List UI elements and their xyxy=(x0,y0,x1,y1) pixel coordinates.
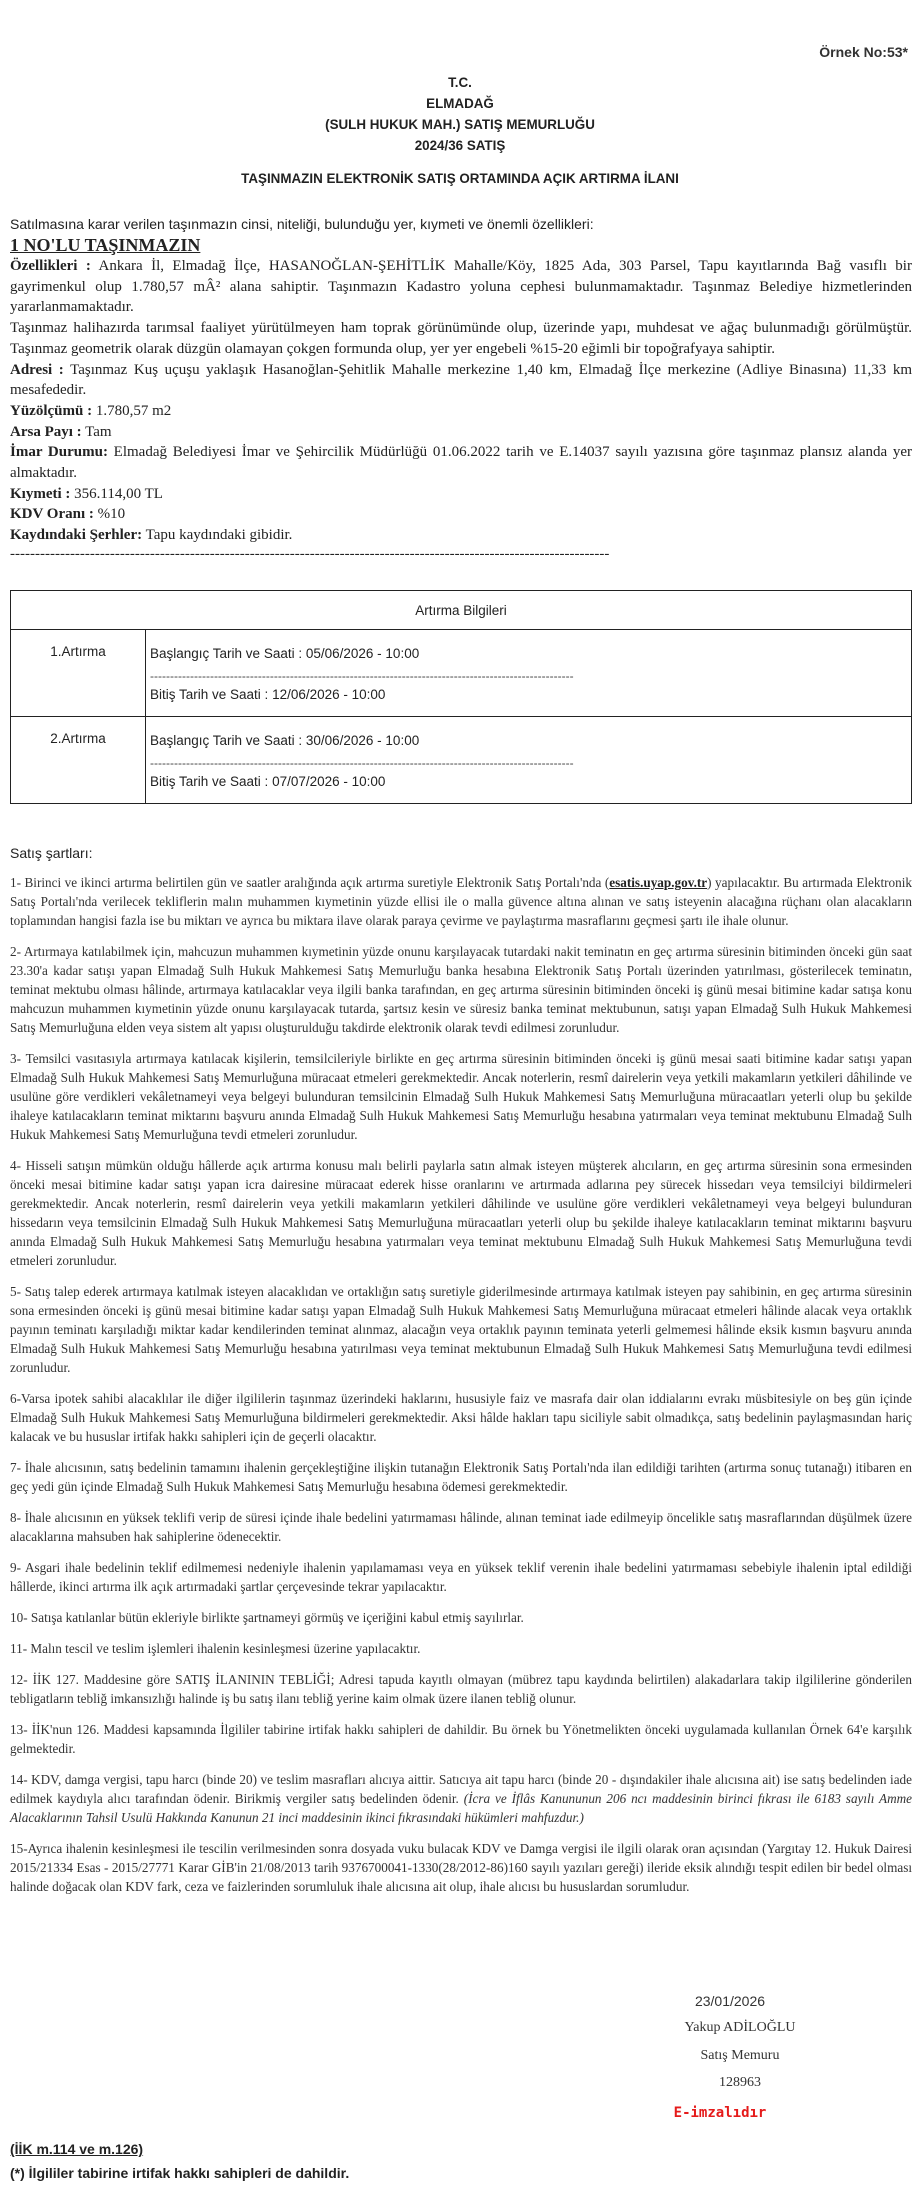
document-header xyxy=(0,72,920,189)
esatis-link[interactable]: esatis.uyap.gov.tr xyxy=(609,875,708,890)
term-6: 6-Varsa ipotek sahibi alacaklılar ile diğer ilgililerin taşınmaz üzerindeki haklarını, hususiyle faiz ve masrafa dair olan iddialarını evrakı müsbitesiyle on beş gün içinde Elmadağ Sulh Hukuk Mahkemesi Satış Memurluğuna bildirmeleri gerekmektedir. Aksi hâlde hakları tapu siciliyle sabit olmadıkça, satış bedelinin paylaşmasından hariç kalacak ve bu hususlar irtifak hakkı sahipleri için de geçerli olacaktır. xyxy=(10,1391,912,1444)
value-label: Kıymeti : xyxy=(10,485,71,502)
signer-number: 128963 xyxy=(719,2075,761,2090)
term-9: 9- Asgari ihale bedelinin teklif edilmemesi nedeniyle ihalenin yapılamaması veya en yüksek teklif verenin ihale bedelini yatırmaması sebebiyle ihalenin iptal edildiği hâllerde, ikinci artırma ilk açık artırmadaki şartlar çerçevesinde tekrar yapılacaktır. xyxy=(10,1560,912,1594)
area-value: 1.780,57 m2 xyxy=(95,402,172,419)
auction-row xyxy=(11,630,912,717)
footnote-stakeholders: (*) İlgililer tabirine irtifak hakkı sahipleri de dahildir. xyxy=(10,2165,350,2181)
auction-info-table xyxy=(10,590,912,804)
term-2: 2- Artırmaya katılabilmek için, mahcuzun muhammen kıymetinin yüzde onunu karşılayacak tutardaki nakit teminatın en geç artırma süresinin bitiminden önceki gün saat 23.30'a kadar satışı yapan Elmadağ Sulh Hukuk Mahkemesi Satış Memurluğu banka hesabına Elektronik Satış Portalı üzerinden yatırılması, gösterilecek teminatın, teminat mektubu olması hâlinde, artırmaya katılacaklar veya ilgili banka tarafından, en geç artırma süresinin bitiminden önceki iş günü mesai bitimine kadar satışa konu mahcuzun muhammen kıymetinin yüzde onunu karşılayacak tutarda, şartsız kesin ve süresiz banka teminat mektubunun, satışı yapan Elmadağ Sulh Hukuk Mahkemesi Satış Memurluğuna elden veya sistem alt yapısı oluşturulduğu takdirde elektronik olarak tevdi edilmesi zorunludur. xyxy=(10,944,912,1035)
ornek-number: Örnek No:53* xyxy=(819,44,908,60)
annotations-label: Kaydındaki Şerhler: xyxy=(10,527,143,544)
auction-row xyxy=(11,717,912,804)
date-separator: ---------------------------------------------------------------------------------------------------------- xyxy=(150,671,574,681)
zoning-label: İmar Durumu: xyxy=(10,444,108,461)
value-amount: 356.114,00 TL xyxy=(74,485,163,502)
property-value xyxy=(10,484,912,505)
auction-dates xyxy=(146,630,912,717)
e-signature-stamp: E-imzalıdır xyxy=(673,2105,767,2121)
start-datetime xyxy=(150,733,911,748)
auction-dates xyxy=(146,717,912,804)
document-title: TAŞINMAZIN ELEKTRONİK SATIŞ ORTAMINDA AÇIK ARTIRMA İLANI xyxy=(241,171,679,186)
terms-title: Satış şartları: xyxy=(10,845,93,861)
term-10: 10- Satışa katılanlar bütün ekleriyle birlikte şartnameyi görmüş ve içeriğini kabul etmiş sayılırlar. xyxy=(10,1610,524,1625)
term-1 xyxy=(10,873,912,930)
property-address xyxy=(10,360,912,401)
end-value: 07/07/2026 - 10:00 xyxy=(272,774,386,789)
address-value: Taşınmaz Kuş uçuşu yaklaşık Hasanoğlan-Şehitlik Mahalle merkezine 1,40 km, Elmadağ İlçe merkezine (Adliye Binasına) 11,33 km mesafededir. xyxy=(10,361,912,399)
auction-table-header: Artırma Bilgileri xyxy=(11,591,912,630)
term-1-text: 1- Birinci ve ikinci artırma belirtilen gün ve saatler aralığında açık artırma suretiyle Elektronik Satış Portalı'nda ( xyxy=(10,875,610,890)
share-label: Arsa Payı : xyxy=(10,423,82,440)
property-section-title: 1 NO'LU TAŞINMAZIN xyxy=(10,235,201,255)
term-15: 15-Ayrıca ihalenin kesinleşmesi ile tescilin verilmesinden sonra dosyada vuku bulacak KDV ve Damga vergisi ile ilgili olarak oran açısından (Yargıtay 12. Hukuk Dairesi 2015/21334 Esas - 2015/27771 Karar GİB'in 21/08/2013 tarih 9376700041-1330(28/2012-86)160 sayılı yazıları gereği) ileride eksik alındığı tespit edilen bir bedel olması halinde doğacak olan KDV fark, ceza ve faizlerinden sorumluluk ihale alıcısına ait olup, ihale alıcısı bu hususlardan sorumludur. xyxy=(10,1841,912,1894)
start-datetime xyxy=(150,646,911,661)
end-datetime xyxy=(150,774,911,789)
start-value: 05/06/2026 - 10:00 xyxy=(305,646,420,661)
auction-label: 1.Artırma xyxy=(11,630,146,717)
intro-text: Satılmasına karar verilen taşınmazın cinsi, niteliği, bulunduğu yer, kıymeti ve önemli özellikleri: xyxy=(10,216,594,232)
property-features-continued: Taşınmaz halihazırda tarımsal faaliyet yürütülmeyen ham toprak görünümünde olup, üzerinde yapı, muhdesat ve ağaç bulunmadığı görülmüştür. Taşınmaz geometrik olarak düzgün olamayan çokgen formunda olup, yer yer engebeli %15-20 eğimli bir topoğrafyaya sahiptir. xyxy=(10,320,912,357)
header-city: ELMADAĞ xyxy=(426,96,494,111)
term-13: 13- İİK'nun 126. Maddesi kapsamında İlgililer tabirine irtifak hakkı sahipleri de dahildir. Bu örnek bu Yönetmelikten önceki uygulamada kullanılan Örnek 64'e karşılık gelmektedir. xyxy=(10,1722,912,1756)
end-datetime xyxy=(150,687,911,702)
start-label: Başlangıç Tarih ve Saati : xyxy=(150,646,303,661)
end-label: Bitiş Tarih ve Saati : xyxy=(150,687,269,702)
signer-role: Satış Memuru xyxy=(700,2048,780,2063)
features-label: Özellikleri : xyxy=(10,258,91,274)
auction-label: 2.Artırma xyxy=(11,717,146,804)
vat-label: KDV Oranı : xyxy=(10,506,94,523)
header-case-number: 2024/36 SATIŞ xyxy=(414,138,506,153)
footnote-legal-reference: (İİK m.114 ve m.126) xyxy=(10,2141,144,2157)
property-share xyxy=(10,422,912,443)
zoning-value: Elmadağ Belediyesi İmar ve Şehircilik Müdürlüğü 01.06.2022 tarih ve E.14037 sayılı yazısına göre taşınmaz plansız alanda yer almaktadır. xyxy=(10,444,913,482)
signature-date: 23/01/2026 xyxy=(694,1993,766,2009)
area-label: Yüzölçümü : xyxy=(10,402,93,419)
separator-line: ------------------------------------------------------------------------------------------------------------------------ xyxy=(10,545,610,562)
term-14-italic: (İcra ve İflâs Kanununun 206 ncı maddesinin birinci fıkrası ile 6183 sayılı Amme Alacaklarının Tahsil Usulü Hakkında Kanunun 21 inci maddesinin ikinci fıkrasındaki hükümleri mahfuzdur.) xyxy=(10,1791,912,1825)
property-vat xyxy=(10,504,912,525)
header-tc: T.C. xyxy=(448,75,472,90)
term-14-text: 14- KDV, damga vergisi, tapu harcı (binde 20) ve teslim masrafları alıcıya aittir. Satıcıya ait tapu harcı (binde 20 - dışındakiler ihale alıcısına ait) ise satış bedelinden iade edilmek kaydıyla alıcı tarafından ödenir. Birikmiş vergiler satış bedelinden ödenir. xyxy=(10,1772,912,1806)
end-label: Bitiş Tarih ve Saati : xyxy=(150,774,269,789)
date-separator: ---------------------------------------------------------------------------------------------------------- xyxy=(150,758,574,768)
sale-terms xyxy=(10,873,912,1908)
start-value: 30/06/2026 - 10:00 xyxy=(305,733,420,748)
header-office: (SULH HUKUK MAH.) SATIŞ MEMURLUĞU xyxy=(325,117,595,132)
term-12: 12- İİK 127. Maddesine göre SATIŞ İLANININ TEBLİĞİ; Adresi tapuda kayıtlı olmayan (mübrez tapu kaydında belirtilen) alakadarlara takip ilgililerine gönderilen tebligatların tebliğ imkansızlığı halinde iş bu satış ilanı tebliğ yerine kaim olmak üzere ilanen tebliğ olunur. xyxy=(10,1672,912,1706)
vat-value: %10 xyxy=(97,506,126,523)
term-5: 5- Satış talep ederek artırmaya katılmak isteyen alacaklıdan ve ortaklığın satış suretiyle giderilmesinde artırmaya katılmak isteyen pay sahibinin, en geç artırma süresinin sona ermesinden önceki iş günü mesai bitimine kadar satışı yapan Elmadağ Sulh Hukuk Mahkemesi Satış Memurluğuna müracaat etmeleri hâlinde alacak veya ortaklık payının teminatı karşıladığı miktar kadar kendilerinden teminat alınmaz, alacağın veya ortaklık payının teminata yeterli gelmemesi hâlinde eksik kısmın başvuru anında Elmadağ Sulh Hukuk Mahkemesi Satış Memurluğu hesabına yatırılması veya teminat mektubunun Elmadağ Sulh Hukuk Mahkemesi Satış Memurluğuna tevdi edilmesi zorunludur. xyxy=(10,1284,912,1375)
property-features xyxy=(10,256,912,318)
features-value: Ankara İl, Elmadağ İlçe, HASANOĞLAN-ŞEHİTLİK Mahalle/Köy, 1825 Ada, 303 Parsel, Tapu kayıtlarında Bağ vasıflı bir gayrimenkul olup 1.780,57 mÂ² alana sahiptir. Taşınmazın Kadastro yoluna cephesi bulunmamaktadır. Taşınmaz Belediye hizmetlerinden yararlanmamaktadır. xyxy=(10,258,912,316)
address-label: Adresi : xyxy=(10,361,64,378)
term-1-text-cont: ) yapılacaktır. Bu artırmada Elektronik Satış Portalı'nda verilecek tekliflerin malın muhammen kıymetinin yüzde ellisi ile o malla güvence altına alınan ve satış isteyenin alacağına rüçhanı olan alacakların toplamından hangisi fazla ise bu miktarı ve ayrıca bu miktara ilave olarak paraya çevirme ve paylaştırma masraflarını geçmesi şartı ile ihale olunur. xyxy=(10,875,912,928)
property-area xyxy=(10,401,912,422)
term-3: 3- Temsilci vasıtasıyla artırmaya katılacak kişilerin, temsilcileriyle birlikte en geç artırma süresinin bitiminden önceki iş günü mesai saati bitimine kadar satışı yapan Elmadağ Sulh Hukuk Mahkemesi Satış Memurluğuna müracaat etmeleri gerekmektedir. Ancak noterlerin, resmî dairelerin veya yetkili makamların yetkileri dâhilinde ve usulüne göre verdikleri vekâletnameyi veya belgeyi bulunduran temsilcinin Elmadağ Sulh Hukuk Mahkemesi Satış Memurluğuna müracaatları yeterli olup bu şekilde ihaleye katılacakların teminat miktarını başvuru anında Elmadağ Sulh Hukuk Mahkemesi Satış Memurluğu hesabına yatırmaları veya teminat mektubunu Elmadağ Sulh Hukuk Mahkemesi Satış Memurluğuna tevdi etmeleri zorunludur. xyxy=(10,1051,912,1142)
term-7: 7- İhale alıcısının, satış bedelinin tamamını ihalenin gerçekleştiğine ilişkin tutanağın Elektronik Satış Portalı'nda ilan edildiği tarihten (artırma sonuç tutanağı) itibaren en geç yedi gün içinde Elmadağ Sulh Hukuk Mahkemesi Satış Memurluğu hesabına ödemesi gerekmektedir. xyxy=(10,1460,912,1494)
signer-name: Yakup ADİLOĞLU xyxy=(684,2020,796,2035)
property-zoning xyxy=(10,442,912,483)
property-details xyxy=(10,234,912,562)
term-11: 11- Malın tescil ve teslim işlemleri ihalenin kesinleşmesi üzerine yapılacaktır. xyxy=(10,1641,421,1656)
property-annotations xyxy=(10,525,912,546)
term-8: 8- İhale alıcısının en yüksek teklifi verip de süresi içinde ihale bedelini yatırmaması hâlinde, alınan teminat iade edilmeyip öncelikle satış masraflarından düşülmek üzere alacaklarına mahsuben hak sahiplerine ödenecektir. xyxy=(10,1510,912,1544)
term-4: 4- Hisseli satışın mümkün olduğu hâllerde açık artırma konusu malı belirli paylarla satın almak isteyen müşterek alıcıların, en geç artırma süresinin sona ermesinden önceki mesai bitimine kadar satışı yapan icra dairesine müracaat ederek hisse oranlarını ve artırmada adlarına pey sürecek hissedarı veya temsilciyi bildirmeleri gerekmektedir. Ancak noterlerin, resmî dairelerin veya yetkili makamların yetkileri dâhilinde ve usulüne göre verdikleri vekâletnameyi veya belgeyi bulunduran hissedarın veya temsilcinin Elmadağ Sulh Hukuk Mahkemesi Satış Memurluğuna müracaatları yeterli olup bu şekilde ihaleye katılacakların teminat miktarını başvuru anında Elmadağ Sulh Hukuk Mahkemesi Satış Memurluğu hesabına yatırmaları veya teminat mektubunu Elmadağ Sulh Hukuk Mahkemesi Satış Memurluğuna tevdi etmeleri zorunludur. xyxy=(10,1158,912,1268)
start-label: Başlangıç Tarih ve Saati : xyxy=(150,733,303,748)
annotations-value: Tapu kaydındaki gibidir. xyxy=(145,527,293,544)
end-value: 12/06/2026 - 10:00 xyxy=(272,687,386,702)
share-value: Tam xyxy=(85,423,112,440)
term-14 xyxy=(10,1770,912,1827)
